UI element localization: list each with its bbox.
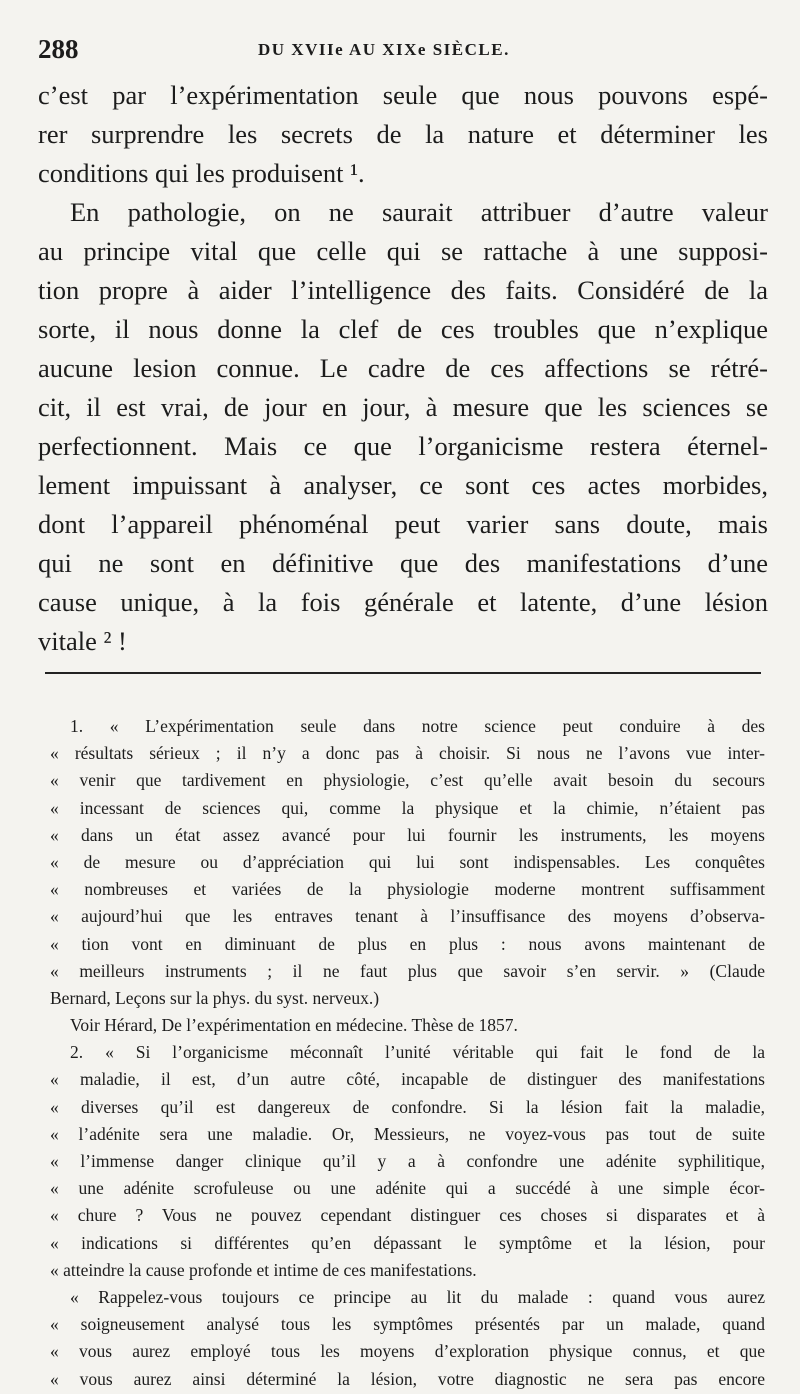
text-line: perfectionnent. Mais ce que l’organicisme restera éternel- <box>38 431 768 461</box>
footnote-line: « une adénite scrofuleuse ou une adénite qui a succédé à une simple écor- <box>50 1178 765 1199</box>
footnote-line: « venir que tardivement en physiologie, c’est qu’elle avait besoin du secours <box>50 770 765 791</box>
text-line: rer surprendre les secrets de la nature et déterminer les <box>38 119 768 149</box>
text-line: cause unique, à la fois générale et latente, d’une lésion <box>38 587 768 617</box>
text-line: dont l’appareil phénoménal peut varier sans doute, mais <box>38 509 768 539</box>
text-line: En pathologie, on ne saurait attribuer d’autre valeur <box>70 197 768 227</box>
running-head: DU XVIIe AU XIXe SIÈCLE. <box>258 40 510 59</box>
footnote-line: « vous aurez ainsi déterminé la lésion, votre diagnostic ne sera pas encore <box>50 1368 765 1389</box>
footnote-line: « tion vont en diminuant de plus en plus : nous avons maintenant de <box>50 933 765 954</box>
footnote-line: Bernard, Leçons sur la phys. du syst. nerveux.) <box>50 987 380 1008</box>
text-line: tion propre à aider l’intelligence des faits. Considéré de la <box>38 275 768 305</box>
footnote-line: « indications si différentes qu’en dépassant le symptôme et la lésion, pour <box>50 1232 765 1253</box>
text-line: vitale ² ! <box>38 626 127 656</box>
footnote-line: « résultats sérieux ; il n’y a donc pas à choisir. Si nous ne l’avons vue inter- <box>50 743 765 764</box>
main-text <box>38 76 768 661</box>
text-line: conditions qui les produisent ¹. <box>38 158 365 188</box>
footnote-line: « vous aurez employé tous les moyens d’exploration physique connus, et que <box>50 1341 765 1362</box>
footnote-line: « de mesure ou d’appréciation qui lui sont indispensables. Les conquêtes <box>50 851 765 872</box>
footnote-line: « aujourd’hui que les entraves tenant à l’insuffisance des moyens d’observa- <box>50 906 765 927</box>
page-header <box>38 34 758 68</box>
footnote-line: « chure ? Vous ne pouvez cependant distinguer ces choses si disparates et à <box>50 1205 765 1226</box>
footnote-line: « l’adénite sera une maladie. Or, Messieurs, ne voyez-vous pas tout de suite <box>50 1123 765 1144</box>
text-line: cit, il est vrai, de jour en jour, à mesure que les sciences se <box>38 392 768 422</box>
footnote-line: « maladie, il est, d’un autre côté, incapable de distinguer des manifestations <box>50 1069 765 1090</box>
footnote-line: « Rappelez-vous toujours ce principe au lit du malade : quand vous aurez <box>70 1286 765 1307</box>
footnote-line: 1. « L’expérimentation seule dans notre science peut conduire à des <box>70 716 765 736</box>
footnotes <box>50 713 765 1393</box>
footnote-line: « diverses qu’il est dangereux de confondre. Si la lésion fait la maladie, <box>50 1096 765 1117</box>
text-line: aucune lesion connue. Le cadre de ces affections se rétré- <box>38 353 768 383</box>
footnote-line: « dans un état assez avancé pour lui fournir les instruments, les moyens <box>50 824 765 845</box>
footnote-line: « nombreuses et variées de la physiologie moderne montrent suffisamment <box>50 879 765 900</box>
footnote-line: 2. « Si l’organicisme méconnaît l’unité véritable qui fait le fond de la <box>70 1042 765 1063</box>
footnote-line: « incessant de sciences qui, comme la physique et la chimie, n’étaient pas <box>50 797 765 818</box>
footnote-line: « atteindre la cause profonde et intime de ces manifestations. <box>50 1259 477 1280</box>
text-line: sorte, il nous donne la clef de ces troubles que n’explique <box>38 314 768 344</box>
footnote-line: Voir Hérard, De l’expérimentation en médecine. Thèse de 1857. <box>70 1015 518 1036</box>
text-line: c’est par l’expérimentation seule que nous pouvons espé- <box>38 80 768 110</box>
page-number: 288 <box>38 34 79 64</box>
footnote-separator <box>45 672 761 674</box>
footnote-line: « meilleurs instruments ; il ne faut plus que savoir s’en servir. » (Claude <box>50 960 765 981</box>
text-line: au principe vital que celle qui se rattache à une supposi- <box>38 236 768 266</box>
footnote-line: « l’immense danger clinique qu’il y a à confondre une adénite syphilitique, <box>50 1151 765 1171</box>
footnote-line: « soigneusement analysé tous les symptômes présentés par un malade, quand <box>50 1314 765 1335</box>
text-line: lement impuissant à analyser, ce sont ces actes morbides, <box>38 470 768 500</box>
text-line: qui ne sont en définitive que des manifestations d’une <box>38 548 768 578</box>
